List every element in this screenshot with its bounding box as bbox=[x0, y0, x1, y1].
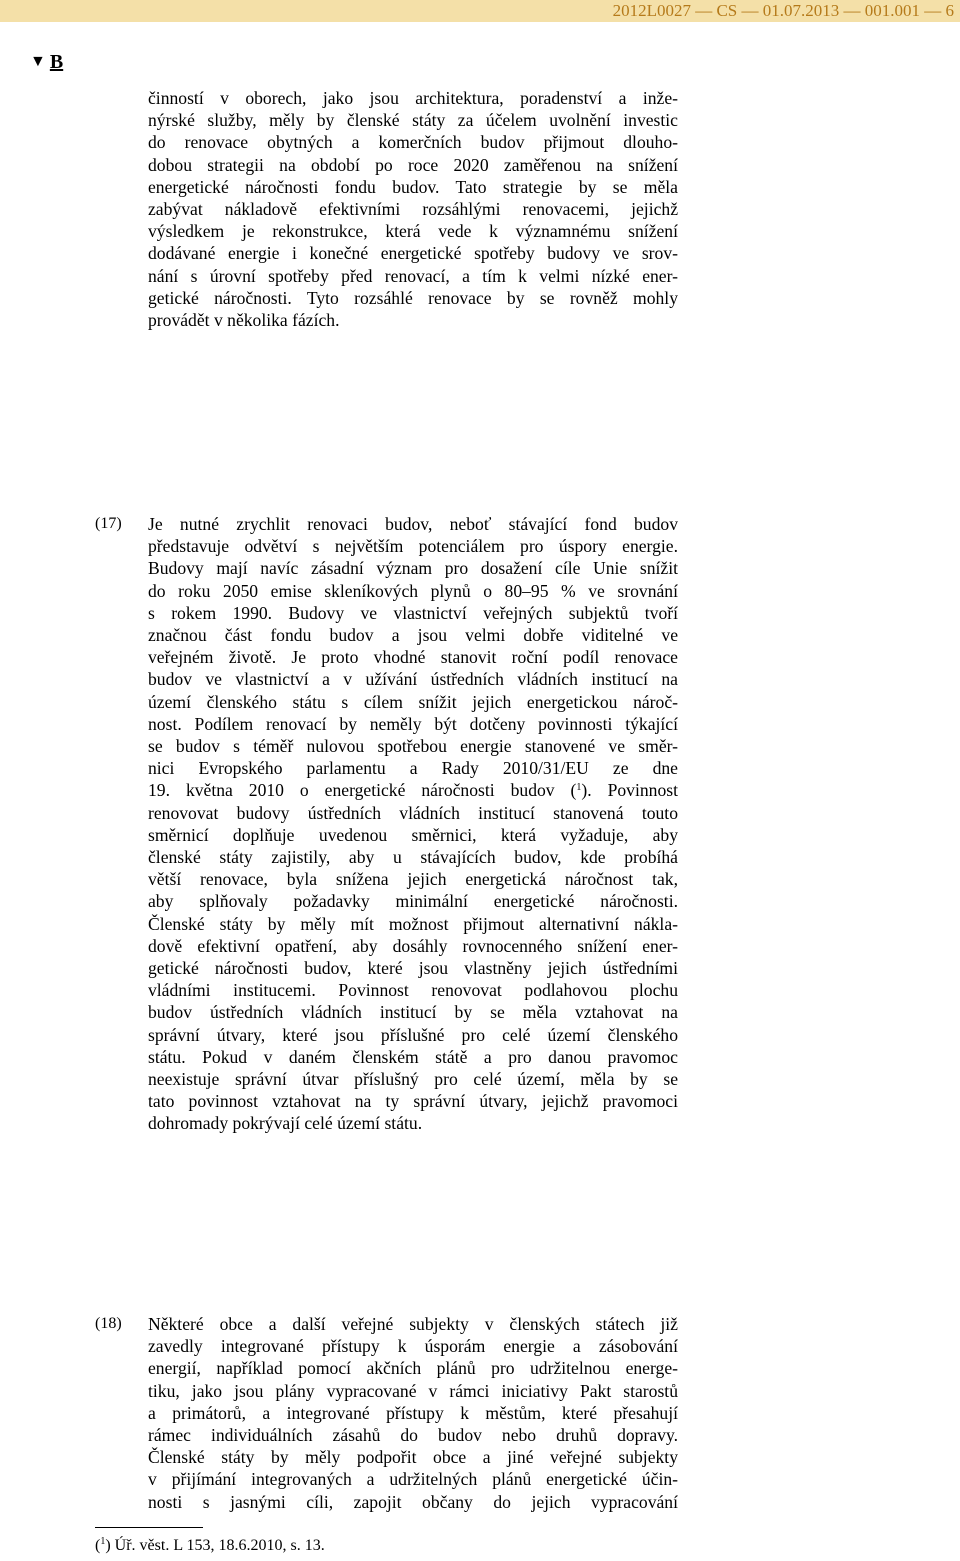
text-line: směrnicí doplňuje uvedenou směrnici, která vyžaduje, aby bbox=[148, 824, 678, 845]
text-line-with-footnote bbox=[148, 779, 678, 801]
text-line: zavedly integrované přístupy k úsporám energie a zásobování bbox=[148, 1336, 678, 1357]
text-line: značnou část fondu budov a jsou velmi dobře viditelné ve bbox=[148, 625, 678, 646]
text-line: Budovy mají navíc zásadní význam pro dosažení cíle Unie snížit bbox=[148, 558, 678, 579]
text-line: tato povinnost vztahovat na ty správní útvary, jejichž pravomoci bbox=[148, 1091, 678, 1112]
text-line: správní útvary, které jsou příslušné pro celé území členského bbox=[148, 1024, 678, 1045]
text-line: dohromady pokrývají celé území státu. bbox=[148, 1113, 423, 1134]
text-line: a primátorů, a integrované přístupy k městům, které přesahují bbox=[148, 1402, 678, 1423]
text-line: getické náročnosti budov, které jsou vlastněny jejich ústředními bbox=[148, 958, 678, 979]
text-line: zabývat nákladově efektivními rozsáhlými renovacemi, jejichž bbox=[148, 199, 678, 220]
text-line: veřejném životě. Je proto vhodné stanovit roční podíl renovace bbox=[148, 647, 678, 668]
footnote-separator bbox=[95, 1527, 203, 1528]
text-line: dodávané energie i konečné energetické spotřeby budovy ve srov- bbox=[148, 243, 678, 264]
text-segment: 19. května 2010 o energetické náročnosti budov ( bbox=[148, 780, 577, 801]
text-line: nost. Podílem renovací by neměly být dotčeny povinnosti týkající bbox=[148, 713, 678, 734]
paragraph-number-17: (17) bbox=[95, 515, 122, 532]
text-line: větší renovace, byla snížena jejich energetická náročnost tak, bbox=[148, 869, 678, 890]
text-line: do roku 2050 emise skleníkových plynů o 80–95 % ve srovnání bbox=[148, 580, 678, 601]
text-line: s rokem 1990. Budovy ve vlastnictví veřejných subjektů tvoří bbox=[148, 602, 678, 623]
text-line: nání s úrovní spotřeby před renovací, a tím k velmi nízké ener- bbox=[148, 265, 678, 286]
text-line: státu. Pokud v daném členském státě a pro danou pravomoc bbox=[148, 1046, 678, 1067]
footnote bbox=[95, 1535, 325, 1557]
footnote-reference[interactable]: 1 bbox=[576, 782, 582, 794]
text-line: vládními institucemi. Povinnost renovovat podlahovou plochu bbox=[148, 980, 678, 1001]
text-line: Členské státy by měly mít možnost přijmout alternativní nákla- bbox=[148, 913, 678, 934]
text-segment: ). Povinnost bbox=[581, 780, 678, 801]
footnote-close-paren: ) bbox=[105, 1537, 111, 1554]
text-line: budov ve vlastnictví a v užívání ústředních vládních institucí na bbox=[148, 669, 678, 690]
text-line: Některé obce a další veřejné subjekty v členských státech již bbox=[148, 1314, 678, 1334]
text-line: energií, například pomocí akčních plánů pro udržitelnou energe- bbox=[148, 1358, 678, 1379]
footnote-text: Úř. věst. L 153, 18.6.2010, s. 13. bbox=[114, 1537, 325, 1554]
paragraph-18 bbox=[148, 1313, 678, 1513]
footnote-number: 1 bbox=[100, 1536, 106, 1547]
text-line: aby splňovaly požadavky minimální energetické náročnosti. bbox=[148, 891, 678, 912]
paragraph-17 bbox=[148, 513, 678, 1135]
text-line: dově efektivní opatření, aby dosáhly rovnocenného snížení ener- bbox=[148, 935, 678, 956]
text-line: do renovace obytných a komerčních budov přijmout dlouho- bbox=[148, 132, 678, 153]
text-line: dobou strategii na období po roce 2020 zaměřenou na snížení bbox=[148, 154, 678, 175]
text-line: rámec individuálních zásahů do budov nebo druhů dopravy. bbox=[148, 1425, 678, 1446]
text-line: renovovat budovy ústředních vládních institucí stanovená touto bbox=[148, 802, 678, 823]
document-reference: 2012L0027 — CS — 01.07.2013 — 001.001 — 6 bbox=[612, 1, 954, 20]
text-line: členské státy zajistily, aby u stávajících budov, kde probíhá bbox=[148, 847, 678, 868]
triangle-down-icon: ▼ bbox=[30, 53, 46, 70]
text-line: výsledkem je rekonstrukce, která vede k významnému snížení bbox=[148, 221, 678, 242]
text-line: neexistuje správní útvar příslušný pro celé území, měla by se bbox=[148, 1069, 678, 1090]
footnote-open-paren: ( bbox=[95, 1537, 101, 1554]
text-line: nýrské služby, měly by členské státy za účelem uvolnění investic bbox=[148, 110, 678, 131]
text-line: Je nutné zrychlit renovaci budov, neboť stávající fond budov bbox=[148, 514, 678, 534]
paragraph-intro bbox=[148, 87, 678, 331]
paragraph-number-18: (18) bbox=[95, 1315, 122, 1332]
text-line: Členské státy by měly podpořit obce a jiné veřejné subjekty bbox=[148, 1447, 678, 1468]
text-line: tiku, jako jsou plány vypracované v rámci iniciativy Pakt starostů bbox=[148, 1380, 678, 1401]
text-line: činností v oborech, jako jsou architektura, poradenství a inže- bbox=[148, 88, 678, 108]
text-line: budov ústředních vládních institucí by se měla vztahovat na bbox=[148, 1002, 678, 1023]
text-line: nosti s jasnými cíli, zapojit občany do jejich vypracování bbox=[148, 1491, 678, 1512]
text-line: energetické náročnosti fondu budov. Tato strategie by se měla bbox=[148, 176, 678, 197]
marker-letter: B bbox=[49, 51, 64, 73]
text-line: představuje odvětví s největším potenciálem pro úspory energie. bbox=[148, 536, 678, 557]
text-line: provádět v několika fázích. bbox=[148, 310, 340, 331]
amendment-marker bbox=[30, 51, 63, 73]
text-line: getické náročnosti. Tyto rozsáhlé renovace by se rovněž mohly bbox=[148, 287, 678, 308]
text-line: území členského státu s cílem snížit jejich energetickou nároč- bbox=[148, 691, 678, 712]
document-header-bar bbox=[0, 0, 960, 22]
text-line: v přijímání integrovaných a udržitelných plánů energetické účin- bbox=[148, 1469, 678, 1490]
text-line: nici Evropského parlamentu a Rady 2010/31/EU ze dne bbox=[148, 758, 678, 779]
text-line: se budov s téměř nulovou spotřebou energie stanovené ve směr- bbox=[148, 736, 678, 757]
